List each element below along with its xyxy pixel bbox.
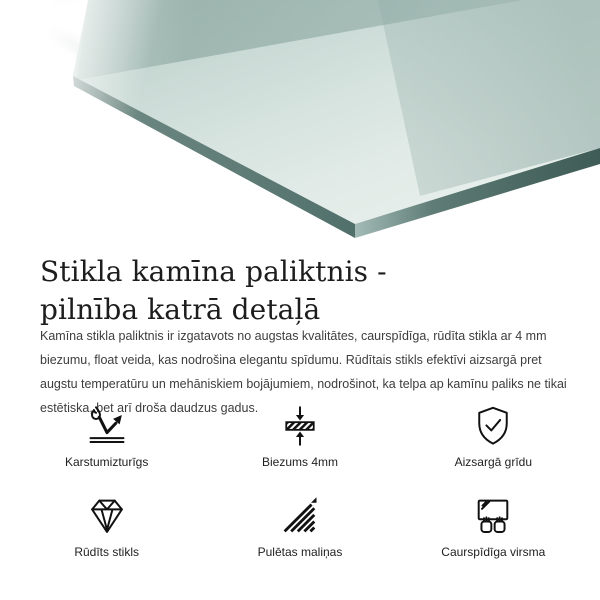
thickness-4mm-icon (278, 404, 322, 448)
feature-label: Biezums 4mm (261, 455, 338, 469)
feature-transparent-surface (397, 494, 590, 560)
features-grid (0, 404, 600, 560)
transparent-surface-icon (471, 494, 515, 538)
shield-check-icon (471, 404, 515, 448)
feature-heat-resistant (10, 404, 203, 470)
feature-label: Aizsargā grīdu (454, 455, 532, 469)
page-title-line2: pilnība katrā detaļā (40, 292, 321, 326)
feature-tempered-glass (10, 494, 203, 560)
feature-thickness (203, 404, 396, 470)
feature-floor-protection (397, 404, 590, 470)
page-title (40, 253, 580, 329)
feature-label: Karstumizturīgs (64, 455, 149, 469)
glass-sheet-art (0, 0, 600, 240)
feature-polished-edges (203, 494, 396, 560)
feature-label: Rūdīts stikls (74, 545, 139, 559)
product-description: Kamīna stikla paliktnis ir izgatavots no augstas kvalitātes, caurspīdīga, rūdīta stikla ar 4 mm biezumu, float veida, kas nodrošina elegantu spīdumu. Rūdītais stikls efektīvi aizsargā pret augstu temperatūru un mehāniskiem bojājumiem, nodrošinot, ka telpa ap kamīnu paliks ne tikai estētiska, bet arī droša daudzus gadus. (40, 328, 567, 415)
heat-resistant-icon (85, 404, 129, 448)
feature-label: Pulētas maliņas (257, 545, 343, 559)
product-photo-glass-sheet (0, 0, 600, 240)
feature-label: Caurspīdīga virsma (441, 545, 546, 559)
polished-edges-icon (278, 494, 322, 538)
page-title-line1: Stikla kamīna paliktnis - (40, 254, 387, 288)
tempered-glass-diamond-icon (85, 494, 129, 538)
